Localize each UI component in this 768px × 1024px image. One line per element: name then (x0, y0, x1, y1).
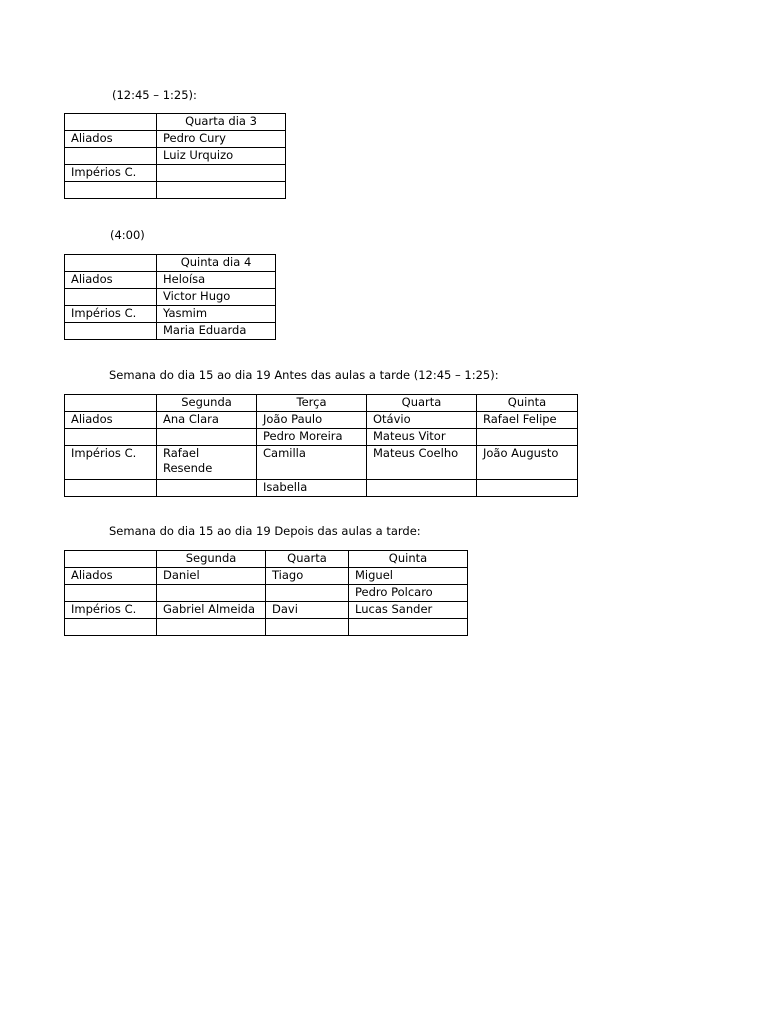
table-row (65, 165, 286, 182)
header-cell (65, 255, 157, 272)
name-cell (157, 619, 266, 636)
header-cell (65, 114, 157, 131)
table-row (65, 131, 286, 148)
name-cell (367, 480, 477, 497)
team-cell (65, 289, 157, 306)
table-row (65, 289, 276, 306)
name-cell (157, 429, 257, 446)
team-cell: Aliados (65, 412, 157, 429)
table-row (65, 306, 276, 323)
team-cell (65, 585, 157, 602)
schedule-table-4 (64, 550, 468, 636)
header-cell: Quarta (367, 395, 477, 412)
name-cell: Pedro Moreira (257, 429, 367, 446)
name-cell (266, 619, 349, 636)
team-cell: Impérios C. (65, 306, 157, 323)
name-cell: Ana Clara (157, 412, 257, 429)
table-row (65, 619, 468, 636)
name-cell: João Augusto (477, 446, 578, 480)
name-cell: João Paulo (257, 412, 367, 429)
team-cell: Impérios C. (65, 602, 157, 619)
header-cell: Segunda (157, 395, 257, 412)
schedule-table-2 (64, 254, 276, 340)
name-cell: Heloísa (157, 272, 276, 289)
table-row (65, 602, 468, 619)
header-cell: Quinta (349, 551, 468, 568)
header-cell (65, 551, 157, 568)
name-cell (157, 585, 266, 602)
name-cell: Victor Hugo (157, 289, 276, 306)
name-cell: Rafael Felipe (477, 412, 578, 429)
table-header-row (65, 114, 286, 131)
team-cell (65, 148, 157, 165)
name-cell: Lucas Sander (349, 602, 468, 619)
name-cell: Tiago (266, 568, 349, 585)
section4-caption: Semana do dia 15 ao dia 19 Depois das aulas a tarde: (109, 524, 421, 538)
header-cell: Quinta (477, 395, 578, 412)
name-cell (477, 480, 578, 497)
table-row (65, 429, 578, 446)
table-row (65, 182, 286, 199)
table-row (65, 446, 578, 480)
table-row (65, 148, 286, 165)
table-row (65, 272, 276, 289)
name-cell: Rafael Resende (157, 446, 257, 480)
team-cell (65, 182, 157, 199)
name-cell (349, 619, 468, 636)
schedule-table-1 (64, 113, 286, 199)
header-cell: Quarta (266, 551, 349, 568)
name-cell: Camilla (257, 446, 367, 480)
name-cell: Mateus Vitor (367, 429, 477, 446)
header-cell: Quarta dia 3 (157, 114, 286, 131)
team-cell: Aliados (65, 568, 157, 585)
team-cell: Impérios C. (65, 165, 157, 182)
section3-caption: Semana do dia 15 ao dia 19 Antes das aulas a tarde (12:45 – 1:25): (109, 368, 499, 382)
team-cell: Impérios C. (65, 446, 157, 480)
name-cell: Luiz Urquizo (157, 148, 286, 165)
name-cell: Otávio (367, 412, 477, 429)
name-cell (477, 429, 578, 446)
table-header-row (65, 395, 578, 412)
name-cell (266, 585, 349, 602)
name-cell (157, 165, 286, 182)
schedule-table-3 (64, 394, 578, 497)
table-header-row (65, 255, 276, 272)
table-row (65, 412, 578, 429)
team-cell (65, 429, 157, 446)
table-header-row (65, 551, 468, 568)
table-row (65, 568, 468, 585)
name-cell: Pedro Cury (157, 131, 286, 148)
name-cell: Isabella (257, 480, 367, 497)
name-cell: Davi (266, 602, 349, 619)
table-row (65, 585, 468, 602)
name-cell: Daniel (157, 568, 266, 585)
name-cell: Mateus Coelho (367, 446, 477, 480)
team-cell: Aliados (65, 131, 157, 148)
header-cell: Segunda (157, 551, 266, 568)
table-row (65, 323, 276, 340)
header-cell (65, 395, 157, 412)
table-row (65, 480, 578, 497)
team-cell: Aliados (65, 272, 157, 289)
team-cell (65, 323, 157, 340)
team-cell (65, 480, 157, 497)
name-cell (157, 182, 286, 199)
header-cell: Terça (257, 395, 367, 412)
section1-caption: (12:45 – 1:25): (112, 88, 197, 102)
section2-caption: (4:00) (110, 228, 145, 242)
name-cell: Miguel (349, 568, 468, 585)
name-cell: Pedro Polcaro (349, 585, 468, 602)
header-cell: Quinta dia 4 (157, 255, 276, 272)
name-cell: Yasmim (157, 306, 276, 323)
name-cell: Maria Eduarda (157, 323, 276, 340)
name-cell (157, 480, 257, 497)
name-cell: Gabriel Almeida (157, 602, 266, 619)
team-cell (65, 619, 157, 636)
